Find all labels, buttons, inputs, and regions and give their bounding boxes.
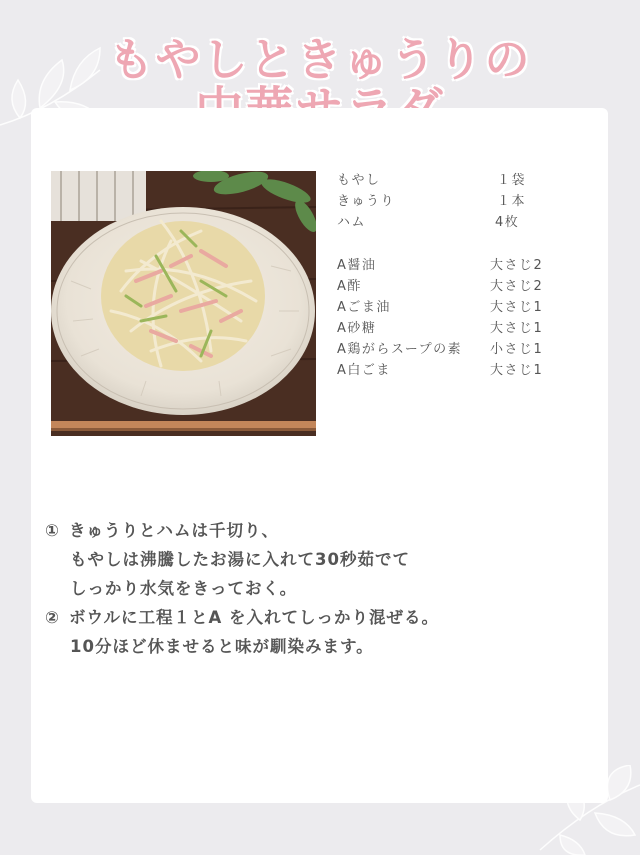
recipe-card <box>31 108 608 803</box>
step-1-line: しっかり水気をきっておく。 <box>70 579 298 598</box>
step-1-line: もやしは沸騰したお湯に入れて30秒茹でて <box>70 550 410 569</box>
step-2-number: ② <box>45 608 60 627</box>
step-2-line: 10分ほど休ませると味が馴染みます。 <box>70 637 374 656</box>
ingredient-name: A酢 <box>337 279 362 294</box>
ingredient-row <box>337 318 597 339</box>
ingredient-row <box>337 212 597 233</box>
recipe-steps <box>45 516 605 661</box>
ingredient-amount: １袋 <box>497 173 527 188</box>
ingredient-row <box>337 297 597 318</box>
step-1-text: きゅうりとハムは千切り、 <box>69 521 279 540</box>
step-1-line <box>45 516 605 545</box>
step-1-number: ① <box>45 521 60 540</box>
step-2-line <box>45 603 605 632</box>
ingredient-name: もやし <box>337 173 381 188</box>
ingredient-amount: 大さじ1 <box>490 363 544 378</box>
ingredient-row <box>337 255 597 276</box>
ingredient-name: きゅうり <box>337 194 396 209</box>
ingredient-amount: 大さじ2 <box>490 258 544 273</box>
ingredient-row <box>337 191 597 212</box>
ingredient-name: A白ごま <box>337 363 391 378</box>
ingredient-row <box>337 339 597 360</box>
ingredient-row <box>337 276 597 297</box>
ingredient-name: Aごま油 <box>337 300 391 315</box>
ingredient-amount: 小さじ1 <box>490 342 544 357</box>
dish-photo <box>51 171 316 436</box>
ingredient-amount: 大さじ2 <box>490 279 544 294</box>
ingredient-name: A砂糖 <box>337 321 377 336</box>
ingredient-name: ハム <box>337 215 367 230</box>
ingredient-list <box>337 170 597 381</box>
ingredient-name: A醤油 <box>337 258 377 273</box>
ingredient-row <box>337 360 597 381</box>
step-2-text: ボウルに工程１とA を入れてしっかり混ぜる。 <box>69 608 440 627</box>
ingredient-row <box>337 170 597 191</box>
recipe-title-line1: もやしときゅうりの <box>108 33 532 86</box>
ingredient-amount: 4枚 <box>495 215 520 230</box>
ingredient-amount: 大さじ1 <box>490 300 544 315</box>
ingredient-amount: １本 <box>497 194 527 209</box>
ingredient-name: A鶏がらスープの素 <box>337 342 463 357</box>
ingredient-amount: 大さじ1 <box>490 321 544 336</box>
